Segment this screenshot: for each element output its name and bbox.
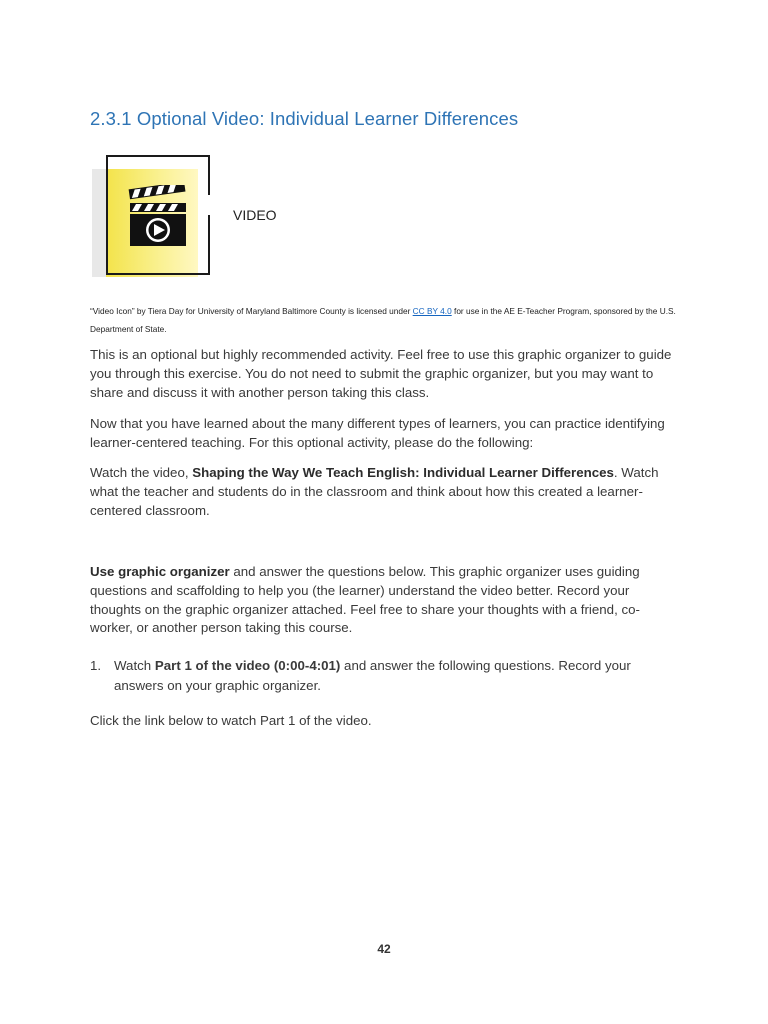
intro-paragraph: This is an optional but highly recommended activity. Feel free to use this graphic organizer to guide you through this exercise. You do not need to submit the graphic organizer, but you may want to share and discuss it with another person taking this class. (90, 347, 672, 400)
image-attribution: “Video Icon” by Tiera Day for University of Maryland Baltimore County is licensed under CC BY 4.0 for use in the AE E-Teacher Program, sponsored by the U.S. Department of State. (90, 306, 676, 334)
graphic-organizer-paragraph: Use graphic organizer and answer the questions below. This graphic organizer uses guiding questions and scaffolding to help you (the learner) understand the video better. Record your thoughts on the graphic organizer attached. Feel free to share your thoughts with a friend, co-worker, or another person taking this course. (90, 564, 640, 636)
video-label: VIDEO (233, 207, 277, 223)
video-clapperboard-icon (128, 185, 188, 247)
list-number: 1. (90, 658, 102, 673)
list-text: Watch Part 1 of the video (0:00-4:01) and answer the following questions. Record your answers on your graphic organizer. (114, 658, 631, 693)
context-paragraph: Now that you have learned about the many different types of learners, you can practice identifying learner-centered teaching. For this optional activity, please do the following: (90, 416, 665, 450)
click-link-paragraph: Click the link below to watch Part 1 of the video. (90, 713, 372, 728)
cc-license-link[interactable]: CC BY 4.0 (412, 306, 452, 316)
video-title: Shaping the Way We Teach English: Individual Learner Differences (192, 465, 614, 480)
video-icon-graphic (92, 155, 216, 279)
section-heading: 2.3.1 Optional Video: Individual Learner Differences (90, 108, 519, 129)
watch-video-paragraph: Watch the video, Shaping the Way We Teach English: Individual Learner Differences. Watch what the teacher and students do in the classroom and think about how this created a learner-centered classroom. (90, 465, 659, 518)
page-number: 42 (377, 942, 391, 956)
